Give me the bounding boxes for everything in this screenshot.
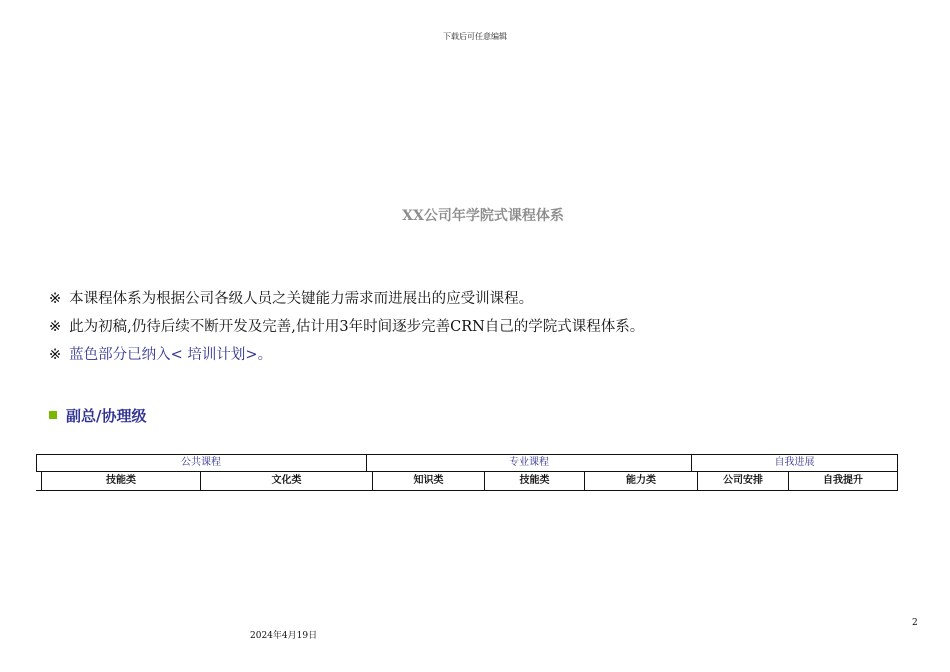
footer-date: 2024年4月19日	[250, 631, 318, 641]
table-rule-bottom	[36, 490, 898, 491]
section-heading	[49, 405, 146, 426]
column-header: 能力类	[626, 475, 656, 486]
note-line-3	[49, 343, 272, 364]
course-table	[36, 454, 898, 492]
column-header: 自我提升	[823, 475, 863, 486]
column-header: 公司安排	[723, 475, 763, 486]
page-number: 2	[912, 618, 918, 628]
table-border-right	[897, 454, 898, 491]
section-title: 副总/协理级	[66, 407, 147, 425]
reference-mark: ※	[49, 291, 62, 307]
note-text: 此为初稿,仍待后续不断开发及完善,估计用3年时间逐步完善CRN自己的学院式课程体系。	[69, 319, 645, 335]
column-header: 技能类	[106, 475, 136, 486]
note-text: 蓝色部分已纳入< 培训计划>。	[69, 347, 273, 363]
column-header: 技能类	[519, 475, 550, 486]
column-header: 文化类	[271, 475, 302, 486]
group-header-professional: 专业课程	[509, 457, 549, 468]
note-text: 本课程体系为根据公司各级人员之关键能力需求而进展出的应受训课程。	[69, 291, 534, 307]
reference-mark: ※	[49, 347, 62, 363]
square-bullet-icon	[49, 411, 57, 419]
table-rule-middle	[36, 471, 898, 472]
table-rule-top	[36, 454, 898, 455]
column-header: 知识类	[413, 475, 444, 486]
note-line-1	[49, 287, 533, 308]
note-line-2	[49, 315, 644, 336]
document-title: XX公司年学院式课程体系	[402, 208, 564, 224]
page-header-text: 下载后可任意编辑	[443, 32, 507, 41]
group-header-self-development: 自我进展	[774, 457, 815, 468]
reference-mark: ※	[49, 319, 62, 335]
group-header-public: 公共课程	[181, 457, 221, 468]
